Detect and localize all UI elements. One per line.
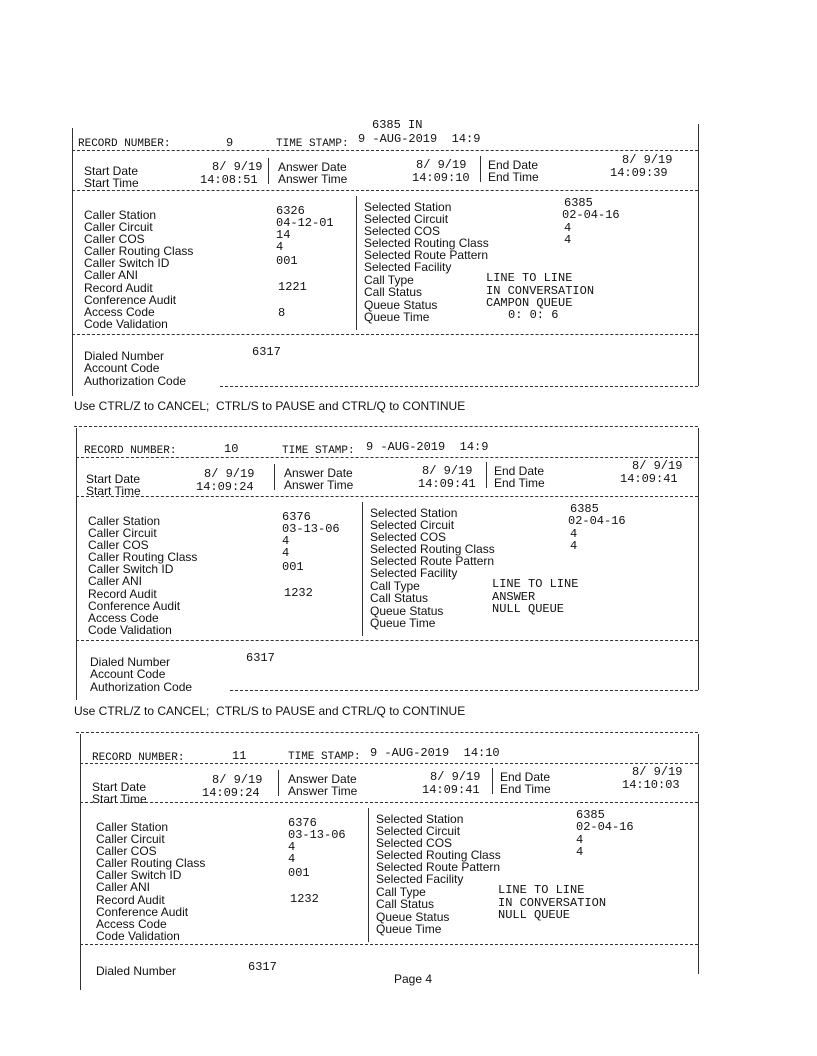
end-date-value: 8/ 9/19 [622,153,673,167]
dialed-number-label: Dialed Number [90,655,171,669]
queue-time-label: Queue Time [376,922,442,936]
call-type-label: Call Type [364,273,414,287]
start-time-label: Start Time [84,176,139,190]
caller-station-value: 6326 [276,204,305,218]
caller-circuit-label: Caller Circuit [84,220,153,234]
start-date-label: Start Date [84,164,139,178]
access-code-label: Access Code [88,611,159,625]
caller-ani-label: Caller ANI [96,880,151,894]
time-stamp-value: 9 -AUG-2019 14:9 [358,132,481,146]
selected-cos-value: 4 [576,833,584,847]
selected-routing-class-value: 4 [576,845,584,859]
code-validation-label: Code Validation [84,317,168,331]
caller-station-value: 6376 [282,510,311,524]
selected-routing-class-label: Selected Routing Class [364,236,489,250]
dialed-number-label: Dialed Number [84,349,165,363]
answer-date-value: 8/ 9/19 [422,464,473,478]
caller-routing-class-value: 4 [288,852,296,866]
end-time-value: 14:09:41 [620,472,678,486]
authorization-code-label: Authorization Code [90,680,193,694]
selected-station-label: Selected Station [364,200,452,214]
call-status-value: ANSWER [492,590,536,604]
selected-station-label: Selected Station [370,506,458,520]
selected-station-label: Selected Station [376,812,464,826]
caller-routing-class-value: 4 [276,240,284,254]
queue-status-value: NULL QUEUE [498,908,571,922]
end-time-label: End Time [500,782,551,796]
record-number-value: 11 [232,749,247,763]
queue-status-label: Queue Status [370,604,444,618]
selected-circuit-label: Selected Circuit [370,518,455,532]
queue-status-value: CAMPON QUEUE [486,296,573,310]
caller-routing-class-value: 4 [282,546,290,560]
selected-route-pattern-label: Selected Route Pattern [364,248,489,262]
selected-route-pattern-label: Selected Route Pattern [370,554,495,568]
selected-circuit-value: 02-04-16 [576,820,634,834]
conference-audit-label: Conference Audit [88,599,181,613]
answer-date-label: Answer Date [288,772,357,786]
caller-station-label: Caller Station [96,820,169,834]
page-number: Page 4 [394,972,433,986]
caller-station-value: 6376 [288,816,317,830]
start-date-value: 8/ 9/19 [204,467,255,481]
answer-time-value: 14:09:10 [412,171,470,185]
caller-routing-class-label: Caller Routing Class [96,856,206,870]
record-audit-value: 1232 [284,586,313,600]
queue-time-label: Queue Time [364,310,430,324]
start-time-value: 14:09:24 [202,786,260,800]
selected-circuit-value: 02-04-16 [568,514,626,528]
end-date-label: End Date [488,158,539,172]
caller-ani-label: Caller ANI [88,574,143,588]
call-status-value: IN CONVERSATION [486,284,595,298]
caller-station-label: Caller Station [84,208,157,222]
answer-date-label: Answer Date [284,466,353,480]
conference-audit-label: Conference Audit [96,905,189,919]
caller-circuit-value: 03-13-06 [288,828,346,842]
end-time-label: End Time [494,476,545,490]
end-date-label: End Date [494,464,545,478]
record-audit-label: Record Audit [84,281,153,295]
caller-switch-id-label: Caller Switch ID [96,868,182,882]
record-audit-label: Record Audit [96,893,165,907]
time-stamp-label: TIME STAMP: [288,751,361,763]
dialed-number-value: 6317 [246,651,275,665]
selected-facility-label: Selected Facility [370,566,458,580]
start-time-label: Start Time [86,484,141,498]
answer-time-value: 14:09:41 [418,477,476,491]
start-date-value: 8/ 9/19 [212,773,263,787]
time-stamp-value: 9 -AUG-2019 14:9 [366,440,489,454]
dialed-number-label: Dialed Number [96,964,177,978]
caller-circuit-label: Caller Circuit [88,526,157,540]
account-code-label: Account Code [84,361,160,375]
end-date-value: 8/ 9/19 [632,459,683,473]
selected-station-value: 6385 [576,808,605,822]
caller-circuit-value: 03-13-06 [282,522,340,536]
record-number-value: 9 [226,136,234,150]
answer-time-label: Answer Time [284,478,354,492]
call-type-value: LINE TO LINE [486,271,573,285]
selected-circuit-value: 02-04-16 [562,208,620,222]
instruction-line: Use CTRL/Z to CANCEL; CTRL/S to PAUSE and CTRL/Q to CONTINUE [74,704,466,718]
selected-routing-class-label: Selected Routing Class [370,542,495,556]
selected-station-value: 6385 [564,196,593,210]
time-stamp-label: TIME STAMP: [276,138,349,150]
time-stamp-label: TIME STAMP: [282,445,355,457]
selected-cos-label: Selected COS [376,836,453,850]
answer-time-label: Answer Time [278,172,348,186]
record-number-value: 10 [224,442,239,456]
dialed-number-value: 6317 [248,960,277,974]
end-time-value: 14:10:03 [622,778,680,792]
call-status-label: Call Status [364,285,423,299]
call-type-value: LINE TO LINE [492,577,579,591]
start-date-value: 8/ 9/19 [212,160,263,174]
access-code-value: 8 [278,306,286,320]
caller-cos-label: Caller COS [96,844,157,858]
start-time-value: 14:09:24 [196,480,254,494]
caller-routing-class-label: Caller Routing Class [84,244,194,258]
conference-audit-label: Conference Audit [84,293,177,307]
call-type-value: LINE TO LINE [498,883,585,897]
start-time-label: Start Time [92,792,147,806]
instruction-line: Use CTRL/Z to CANCEL; CTRL/S to PAUSE and CTRL/Q to CONTINUE [74,399,466,413]
selected-facility-label: Selected Facility [364,260,452,274]
selected-circuit-label: Selected Circuit [376,824,461,838]
account-code-label: Account Code [90,667,166,681]
record-audit-label: Record Audit [88,587,157,601]
dialed-number-value: 6317 [252,345,281,359]
selected-cos-value: 4 [570,527,578,541]
queue-status-value: NULL QUEUE [492,602,565,616]
answer-date-label: Answer Date [278,160,347,174]
selected-station-value: 6385 [570,502,599,516]
call-status-value: IN CONVERSATION [498,896,607,910]
record-number-label: RECORD NUMBER: [84,445,177,457]
caller-circuit-value: 04-12-01 [276,216,334,230]
answer-time-value: 14:09:41 [422,783,480,797]
caller-station-label: Caller Station [88,514,161,528]
selected-cos-label: Selected COS [364,224,441,238]
caller-switch-id-value: 001 [282,560,304,574]
access-code-label: Access Code [84,305,155,319]
start-date-label: Start Date [86,472,141,486]
call-type-label: Call Type [370,579,420,593]
queue-time-label: Queue Time [370,616,436,630]
caller-routing-class-label: Caller Routing Class [88,550,198,564]
header-line: 6385 IN [372,118,423,132]
call-type-label: Call Type [376,885,426,899]
record-audit-value: 1232 [290,892,319,906]
code-validation-label: Code Validation [88,623,172,637]
queue-status-label: Queue Status [364,298,438,312]
record-number-label: RECORD NUMBER: [92,752,185,764]
selected-cos-label: Selected COS [370,530,447,544]
caller-cos-label: Caller COS [84,232,145,246]
access-code-label: Access Code [96,917,167,931]
answer-time-label: Answer Time [288,784,358,798]
time-stamp-value: 9 -AUG-2019 14:10 [370,746,500,760]
record-audit-value: 1221 [278,280,307,294]
selected-cos-value: 4 [564,221,572,235]
end-time-label: End Time [488,170,539,184]
end-time-value: 14:09:39 [610,166,668,180]
selected-route-pattern-label: Selected Route Pattern [376,860,501,874]
caller-switch-id-value: 001 [288,866,310,880]
end-date-label: End Date [500,770,551,784]
selected-routing-class-value: 4 [570,539,578,553]
queue-time-value: 0: 0: 6 [508,308,559,322]
queue-status-label: Queue Status [376,910,450,924]
authorization-code-label: Authorization Code [84,374,187,388]
caller-switch-id-label: Caller Switch ID [88,562,174,576]
caller-switch-id-value: 001 [276,254,298,268]
call-status-label: Call Status [376,897,435,911]
selected-circuit-label: Selected Circuit [364,212,449,226]
caller-cos-value: 4 [288,840,296,854]
code-validation-label: Code Validation [96,929,180,943]
start-time-value: 14:08:51 [200,173,258,187]
answer-date-value: 8/ 9/19 [416,158,467,172]
caller-cos-label: Caller COS [88,538,149,552]
selected-facility-label: Selected Facility [376,872,464,886]
start-date-label: Start Date [92,780,147,794]
answer-date-value: 8/ 9/19 [430,770,481,784]
caller-cos-value: 4 [282,534,290,548]
caller-switch-id-label: Caller Switch ID [84,256,170,270]
caller-ani-label: Caller ANI [84,268,139,282]
caller-cos-value: 14 [276,228,291,242]
record-number-label: RECORD NUMBER: [78,138,171,150]
end-date-value: 8/ 9/19 [632,765,683,779]
selected-routing-class-label: Selected Routing Class [376,848,501,862]
call-status-label: Call Status [370,591,429,605]
selected-routing-class-value: 4 [564,233,572,247]
caller-circuit-label: Caller Circuit [96,832,165,846]
